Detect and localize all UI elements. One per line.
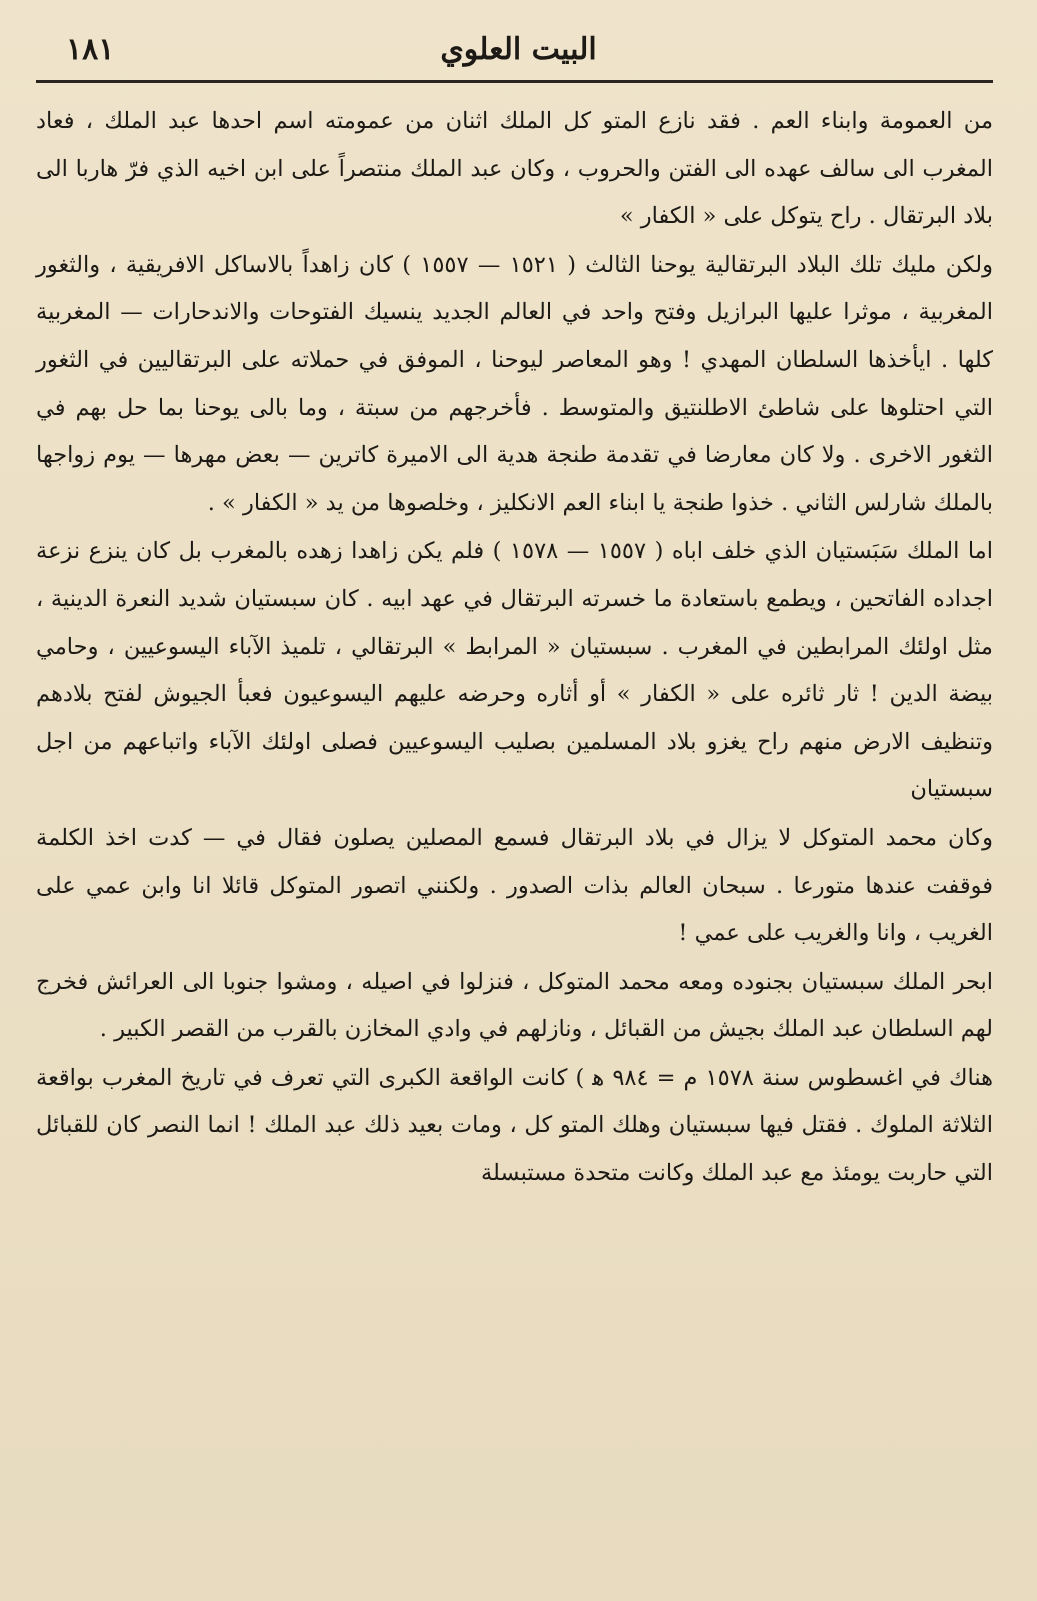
- paragraph-5: ابحر الملك سبستيان بجنوده ومعه محمد المتوكل ، فنزلوا في اصيله ، ومشوا جنوبا الى العرائش فخرج لهم السلطان عبد الملك بجيش من القبائل ، ونازلهم في وادي المخازن بالقرب من القصر الكبير .: [36, 968, 993, 1043]
- paragraph-3: اما الملك سَبَستيان الذي خلف اباه ( ١٥٥٧ — ١٥٧٨ ) فلم يكن زاهدا زهده بالمغرب بل كان ينزع نزعة اجداده الفاتحين ، ويطمع باستعادة ما خسرته البرتقال في عهد ابيه . كان سبستيان شديد النعرة الدينية ، مثل اولئك المرابطين في المغرب . سبستيان « المرابط » البرتقالي ، تلميذ الآباء اليسوعيين ، وحامي بيضة الدين ! ثار ثائره على « الكفار » أو أثاره وحرضه عليهم اليسوعيون فعبأ الجيوش لفتح بلادهم وتنظيف الارض منهم راح يغزو بلاد المسلمين بصليب اليسوعيين فصلى اولئك الآباء واتباعهم من اجل سبستيان: [36, 538, 993, 803]
- paragraph-1: من العمومة وابناء العم . فقد نازع المتو كل الملك اثنان من عمومته اسم احدها عبد الملك ، فعاد المغرب الى سالف عهده الى الفتن والحروب ، وكان عبد الملك منتصراً على ابن اخيه الذي فرّ هاربا الى بلاد البرتقال . راح يتوكل على « الكفار »: [36, 108, 993, 230]
- paragraph-4: وكان محمد المتوكل لا يزال في بلاد البرتقال فسمع المصلين يصلون فقال في — كدت اخذ الكلمة فوقفت عندها متورعا . سبحان العالم بذات الصدور . ولكنني اتصور المتوكل قائلا انا وابن عمي على الغريب ، وانا والغريب على عمي !: [36, 824, 993, 947]
- page-header: [36, 28, 1001, 78]
- running-title: البيت العلوي: [440, 32, 597, 67]
- header-rule: [36, 80, 993, 83]
- page-number: ١٨١: [66, 32, 115, 67]
- body-text: [36, 98, 993, 1198]
- paragraph-6: هناك في اغسطوس سنة ١٥٧٨ م = ٩٨٤ ﻫ ) كانت الواقعة الكبرى التي تعرف في تاريخ المغرب بواقعة الثلاثة الملوك . فقتل فيها سبستيان وهلك المتو كل ، ومات بعيد ذلك عبد الملك ! انما النصر كان للقبائل التي حاربت يومئذ مع عبد الملك وكانت متحدة مستبسلة: [36, 1064, 993, 1187]
- paragraph-2: ولكن مليك تلك البلاد البرتقالية يوحنا الثالث ( ١٥٢١ — ١٥٥٧ ) كان زاهداً بالاساكل الافريقية ، والثغور المغربية ، موثرا عليها البرازيل وفتح واحد في العالم الجديد ينسيك الفتوحات والاندحارات — المغربية كلها . ايأخذها السلطان المهدي ! وهو المعاصر ليوحنا ، الموفق في حملاته على البرتقاليين في الثغور التي احتلوها على شاطئ الاطلنتيق والمتوسط . فأخرجهم من سبتة ، وما بالى يوحنا بما حل بهم في الثغور الاخرى . ولا كان معارضا في تقدمة طنجة هدية الى الاميرة كاترين — بعض مهرها — يوم زواجها بالملك شارلس الثاني . خذوا طنجة يا ابناء العم الانكليز ، وخلصوها من يد « الكفار » .: [36, 251, 993, 516]
